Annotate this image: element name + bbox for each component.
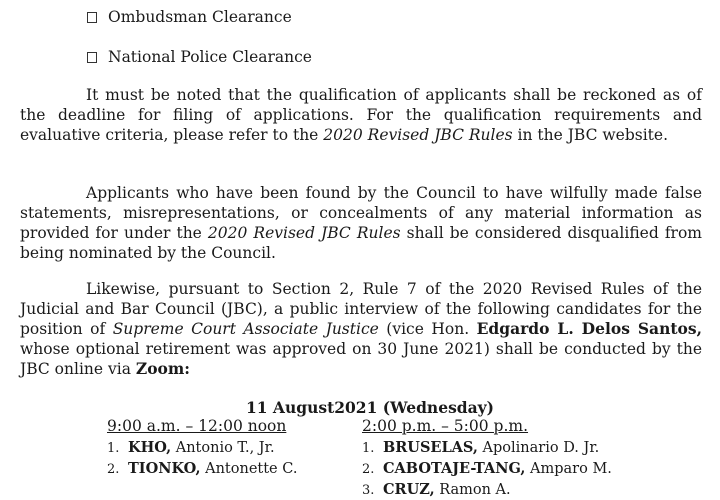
- checkbox-icon: [87, 52, 97, 63]
- list-item: [362, 479, 612, 500]
- candidate-given-name: Ramon A.: [434, 482, 511, 498]
- clearance-label: Ombudsman Clearance: [108, 8, 292, 26]
- item-number: 1.: [107, 441, 120, 456]
- paragraph-disqualification: [20, 183, 702, 263]
- position-title: Supreme Court Associate Justice: [112, 320, 379, 338]
- item-number: 3.: [362, 483, 375, 498]
- candidate-given-name: Antonio T., Jr.: [171, 440, 275, 456]
- candidate-given-name: Apolinario D. Jr.: [477, 440, 600, 456]
- paragraph-text: Applicants who have been found by the Council to have wilfully made false statements, misrepresentations, or concealments of any material information as provided for under the: [20, 184, 702, 242]
- candidate-surname: KHO,: [128, 439, 172, 456]
- candidate-surname: CABOTAJE-TANG,: [383, 460, 526, 477]
- list-item: [362, 437, 612, 458]
- paragraph-text: in the JBC website.: [512, 126, 668, 144]
- item-number: 2.: [362, 462, 375, 477]
- list-item: [107, 437, 297, 458]
- paragraph-text: (vice Hon.: [378, 320, 477, 338]
- candidate-surname: CRUZ,: [383, 481, 435, 498]
- item-number: 2.: [107, 462, 120, 477]
- paragraph-interview: [20, 279, 702, 379]
- clearance-label: National Police Clearance: [108, 48, 312, 66]
- schedule-date: 11 August2021 (Wednesday): [245, 398, 495, 417]
- platform-name: Zoom:: [135, 359, 190, 378]
- paragraph-text: Likewise, pursuant to Section 2, Rule 7 of the 2020 Revised Rules of the Judicial and Bar Council (JBC), a public interview of the following candidates for the position of: [20, 280, 702, 338]
- rules-reference: 2020 Revised JBC Rules: [207, 224, 401, 242]
- afternoon-candidate-list: [362, 437, 612, 500]
- paragraph-text: It must be noted that the qualification of applicants shall be reckoned as of the deadline for filing of applications. For the qualification requirements and evaluative criteria, please refer to the: [20, 86, 702, 144]
- schedule-afternoon: [362, 416, 612, 500]
- paragraph-text: whose optional retirement was approved on 30 June 2021) shall be conducted by the JBC online via: [20, 340, 702, 378]
- paragraph-text: shall be considered disqualified from being nominated by the Council.: [20, 224, 702, 262]
- checkbox-icon: [87, 12, 97, 23]
- candidate-surname: BRUSELAS,: [383, 439, 478, 456]
- paragraph-qualification: [20, 85, 702, 145]
- afternoon-time-range: 2:00 p.m. – 5:00 p.m.: [362, 417, 529, 435]
- item-number: 1.: [362, 441, 375, 456]
- morning-candidate-list: [107, 437, 297, 479]
- candidate-given-name: Amparo M.: [525, 461, 612, 477]
- list-item: [107, 458, 297, 479]
- clearance-item-ombudsman: [87, 7, 292, 27]
- clearance-item-police: [87, 47, 312, 67]
- candidate-surname: TIONKO,: [128, 460, 201, 477]
- rules-reference: 2020 Revised JBC Rules: [323, 126, 513, 144]
- candidate-given-name: Antonette C.: [200, 461, 298, 477]
- schedule-morning: [107, 416, 297, 479]
- morning-time-range: 9:00 a.m. – 12:00 noon: [107, 417, 287, 435]
- list-item: [362, 458, 612, 479]
- retiree-name: Edgardo L. Delos Santos,: [476, 319, 702, 338]
